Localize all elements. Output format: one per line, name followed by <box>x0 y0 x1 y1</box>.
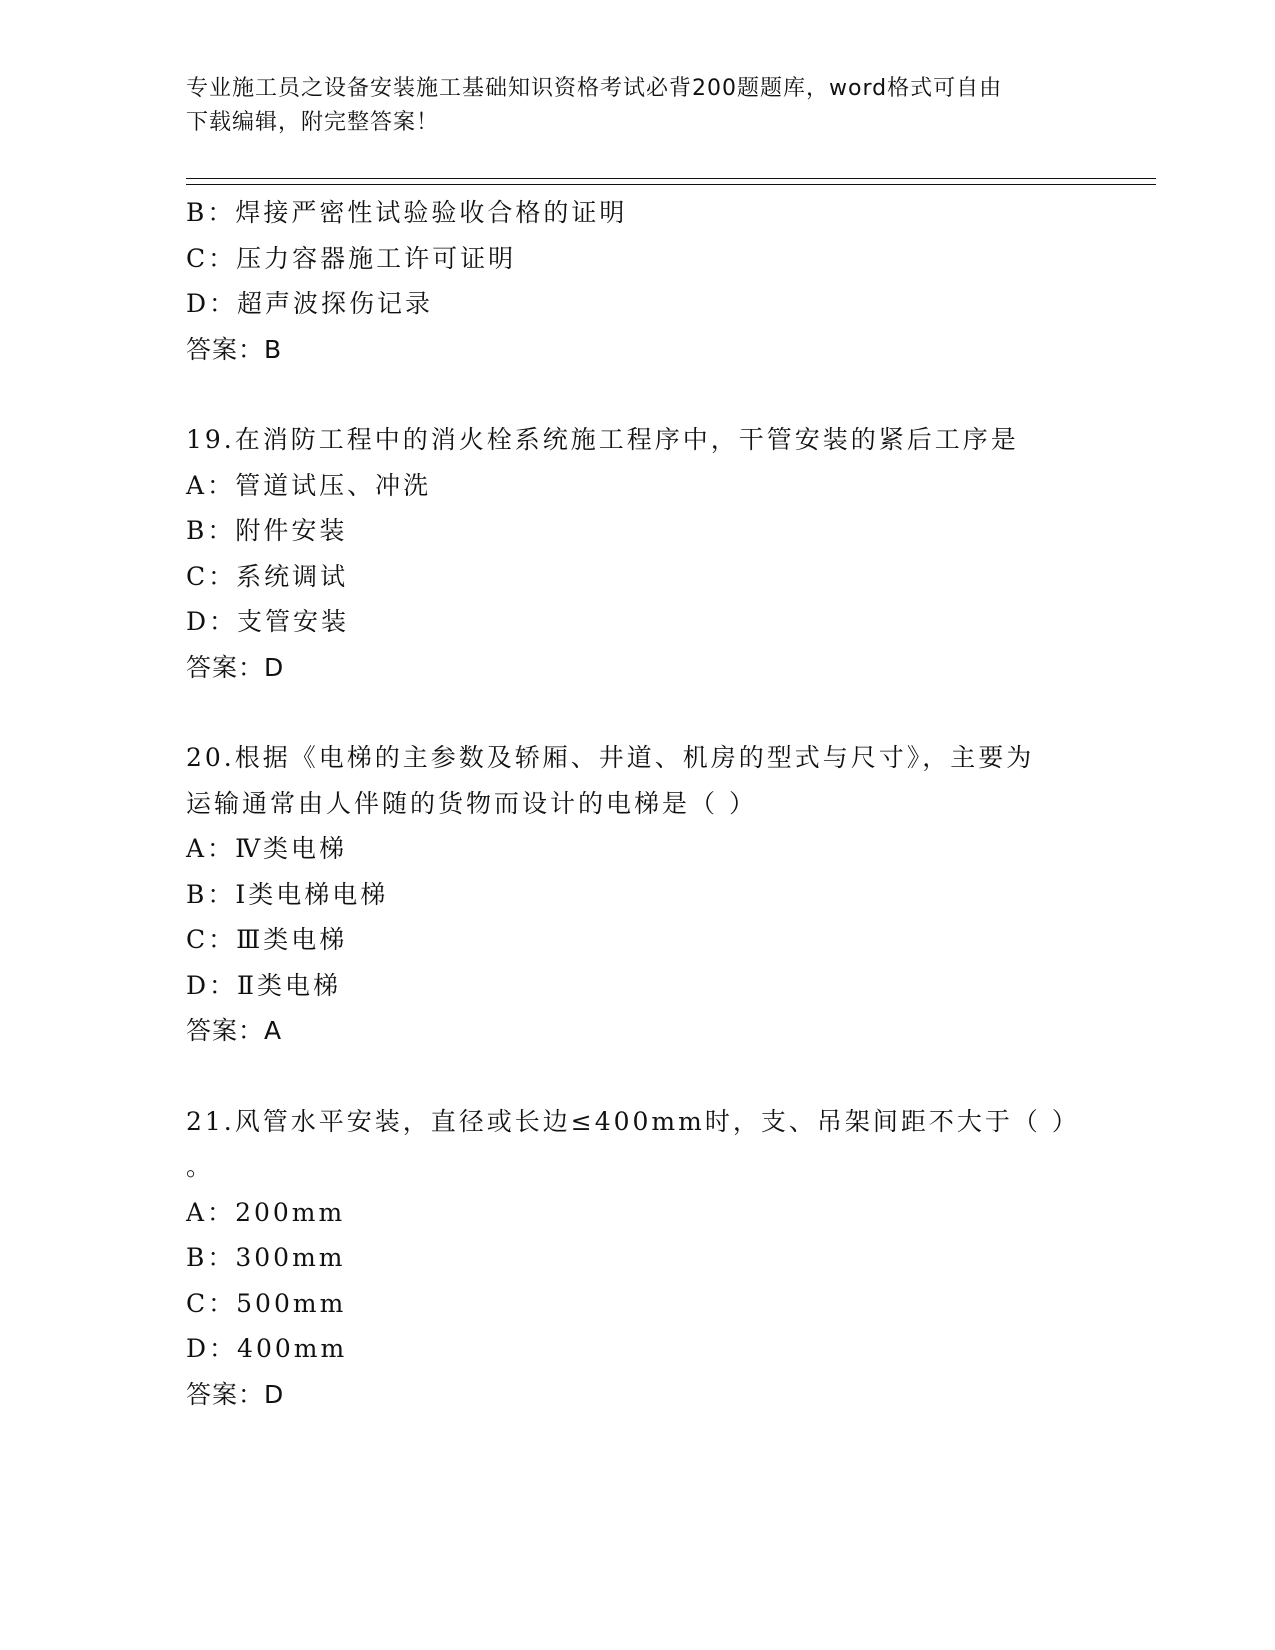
question-21 <box>186 1099 1086 1418</box>
header-line-2: 下载编辑，附完整答案！ <box>186 110 440 135</box>
option-b: B：300mm <box>186 1243 346 1272</box>
document-header <box>186 72 1086 140</box>
option-c: C：系统调试 <box>186 561 349 591</box>
spacer <box>186 372 1086 417</box>
spacer <box>186 690 1086 735</box>
option-c: C：Ⅲ类电梯 <box>186 925 348 954</box>
answer: 答案：B <box>186 334 283 364</box>
question-text: 21.风管水平安装，直径或长边≤400mm时，支、吊架间距不大于（ ） <box>186 1106 1080 1136</box>
option-a: A：200mm <box>186 1197 346 1227</box>
question-list <box>186 190 1086 1417</box>
answer: 答案：D <box>186 652 285 682</box>
answer: 答案：D <box>186 1379 285 1409</box>
option-d: D：400mm <box>186 1334 348 1363</box>
header-line-1: 专业施工员之设备安装施工基础知识资格考试必背200题题库，word格式可自由 <box>186 76 1003 101</box>
header-divider <box>186 178 1156 185</box>
answer: 答案：A <box>186 1016 283 1045</box>
question-text-continued: 运输通常由人伴随的货物而设计的电梯是（ ） <box>186 788 757 818</box>
option-a: A：Ⅳ类电梯 <box>186 834 348 863</box>
option-b: B：焊接严密性试验验收合格的证明 <box>186 198 628 227</box>
question-text: 19.在消防工程中的消火栓系统施工程序中，干管安装的紧后工序是 <box>186 425 1019 454</box>
option-d: D：超声波探伤记录 <box>186 289 434 318</box>
option-c: C：500mm <box>186 1288 347 1318</box>
question-19 <box>186 417 1086 690</box>
question-18-tail <box>186 190 1086 372</box>
option-c: C：压力容器施工许可证明 <box>186 243 517 273</box>
option-d: D：支管安装 <box>186 607 350 636</box>
option-a: A：管道试压、冲洗 <box>186 470 432 500</box>
option-d: D：Ⅱ类电梯 <box>186 970 342 1000</box>
question-text: 20.根据《电梯的主参数及轿厢、井道、机房的型式与尺寸》，主要为 <box>186 743 1035 772</box>
spacer <box>186 1054 1086 1099</box>
option-b: B：附件安装 <box>186 516 348 545</box>
option-b: B：Ⅰ类电梯电梯 <box>186 879 389 909</box>
question-20 <box>186 735 1086 1054</box>
question-text-continued: 。 <box>186 1152 215 1181</box>
